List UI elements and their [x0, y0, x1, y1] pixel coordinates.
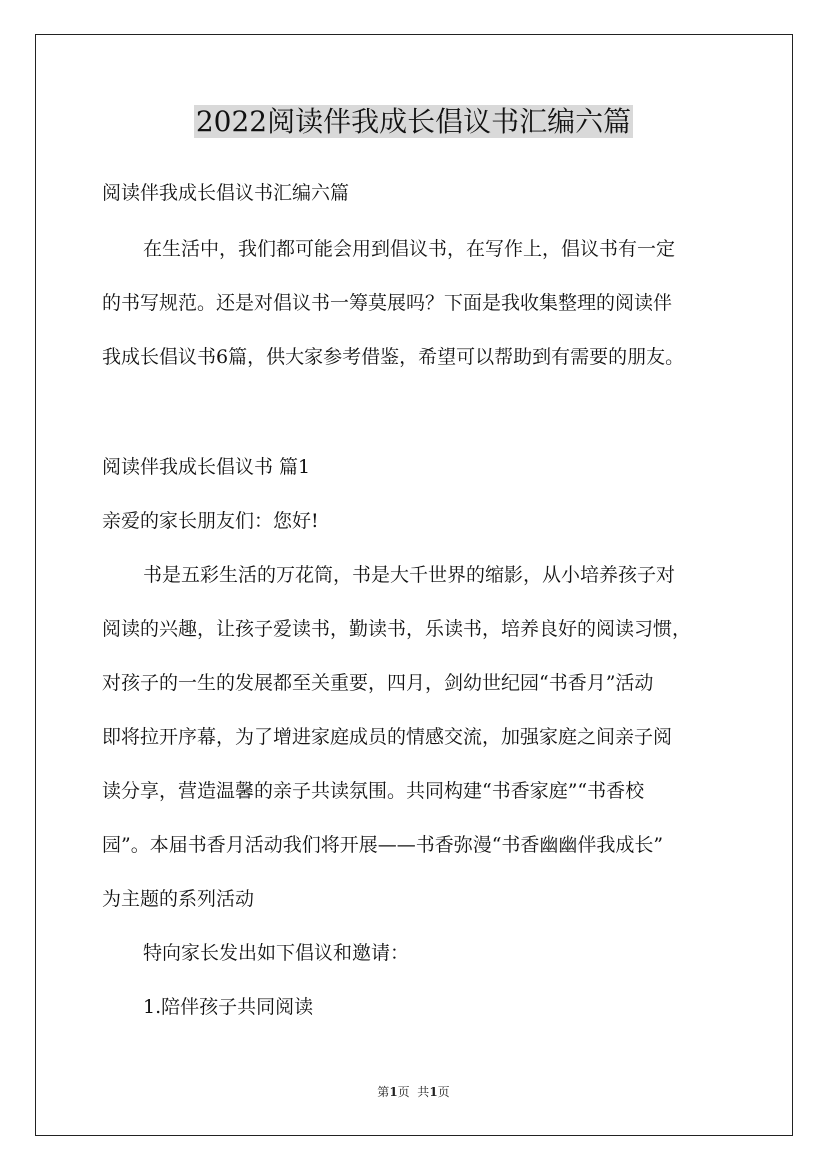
footer-mid: 页 共 [397, 1085, 430, 1099]
invite-line: 特向家长发出如下倡议和邀请： [143, 942, 410, 964]
body-line-6: 园”。本届书香月活动我们将开展——书香弥漫“书香幽幽伴我成长” [102, 834, 664, 856]
body-line-7: 为主题的系列活动 [102, 888, 255, 910]
body-line-3: 对孩子的一生的发展都至关重要，四月，剑幼世纪园“书香月”活动 [102, 672, 654, 694]
list-item-1: 1.陪伴孩子共同阅读 [143, 996, 314, 1018]
body-line-5: 读分享，营造温馨的亲子共读氛围。共同构建“书香家庭”“书香校 [102, 780, 645, 802]
footer-page-total: 1 [429, 1085, 438, 1099]
intro-line-1: 在生活中，我们都可能会用到倡议书，在写作上，倡议书有一定 [143, 238, 676, 260]
subtitle: 阅读伴我成长倡议书汇编六篇 [102, 182, 350, 204]
document-title [0, 100, 827, 144]
greeting: 亲爱的家长朋友们：您好! [102, 510, 319, 532]
page-footer [0, 1083, 827, 1101]
footer-suffix: 页 [437, 1085, 450, 1099]
body-line-1: 书是五彩生活的万花筒，书是大千世界的缩影，从小培养孩子对 [143, 564, 676, 586]
document-title-text: 2022阅读伴我成长倡议书汇编六篇 [195, 105, 632, 138]
footer-prefix: 第 [377, 1085, 390, 1099]
body-line-2: 阅读的兴趣，让孩子爱读书，勤读书，乐读书，培养良好的阅读习惯， [102, 618, 692, 640]
intro-line-2: 的书写规范。还是对倡议书一筹莫展吗？下面是我收集整理的阅读伴 [102, 292, 673, 314]
section-heading: 阅读伴我成长倡议书 篇1 [102, 456, 311, 478]
footer-page-number: 1 [389, 1085, 398, 1099]
intro-line-3: 我成长倡议书6篇，供大家参考借鉴，希望可以帮助到有需要的朋友。 [102, 346, 685, 368]
body-line-4: 即将拉开序幕，为了增进家庭成员的情感交流，加强家庭之间亲子阅 [102, 726, 673, 748]
